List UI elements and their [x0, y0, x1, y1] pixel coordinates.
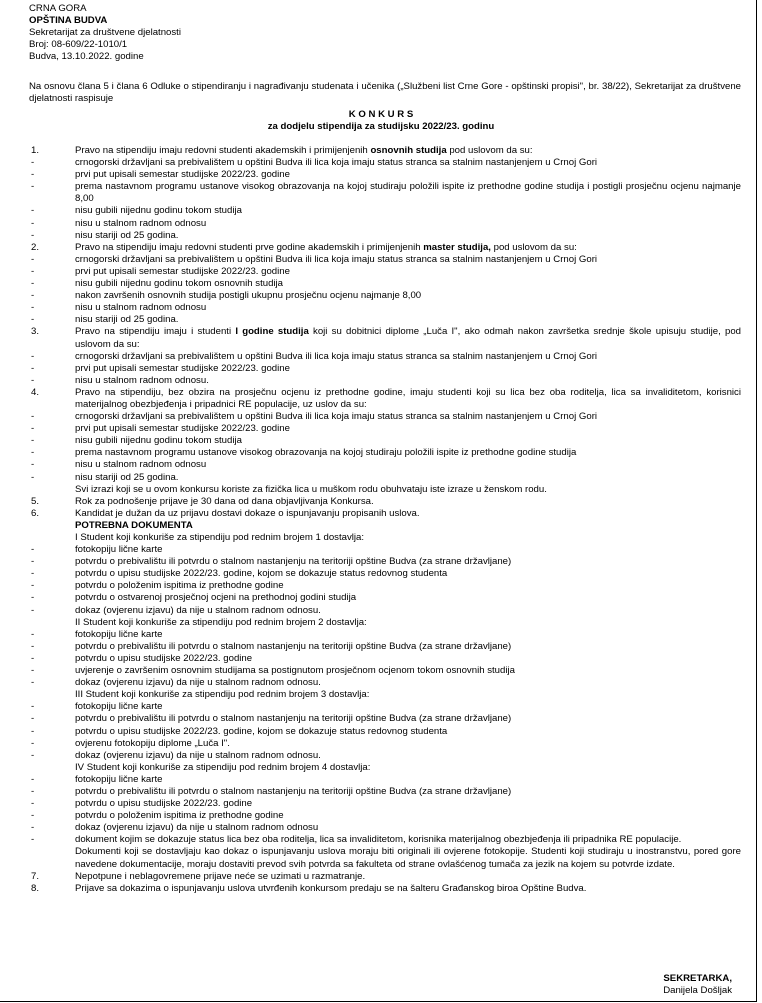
list-marker: -	[31, 278, 35, 290]
list-item-text: nisu gubili nijednu godinu tokom studija	[75, 435, 242, 447]
list-marker: -	[31, 181, 35, 193]
list-item-text: potvrdu o položenim ispitima iz prethodne godine	[75, 810, 284, 822]
list-item	[31, 726, 741, 738]
list-marker: -	[31, 677, 35, 689]
emphasized-text: master studija,	[423, 241, 491, 253]
list-item	[31, 544, 741, 556]
list-marker: -	[31, 447, 35, 459]
list-item	[31, 629, 741, 641]
list-item-text: uvjerenje o završenim osnovnim studijama sa postignutom prosječnom ocjenom tokom osnovnih studija	[75, 665, 515, 677]
list-marker: -	[31, 592, 35, 604]
list-marker: -	[31, 411, 35, 423]
list-item-text: crnogorski državljani sa prebivalištem u opštini Budva ili lica koja imaju status stranca sa stalnim nastanjenjem u Crnoj Gori	[75, 157, 598, 169]
list-marker: -	[31, 713, 35, 725]
list-item-text: Dokumenti koji se dostavljaju kao dokaz o ispunjavanju uslova moraju biti originali ili ovjerene fotokopije. Studenti koji studiraju u inostranstvu, pored gore navedene dokumentacije, moraju dostaviti prevod svih potvrda sa fakulteta od strane ovlašćenog tumača za jezik na kojem su potvrde izdate.	[75, 846, 741, 870]
list-marker: -	[31, 822, 35, 834]
list-marker: -	[31, 350, 35, 362]
list-marker: -	[31, 580, 35, 592]
list-marker: -	[31, 556, 35, 568]
list-item-text: prvi put upisali semestar studijske 2022/23. godine	[75, 169, 290, 181]
list-item-text: IV Student koji konkuriše za stipendiju pod rednim brojem 4 dostavlja:	[75, 761, 371, 773]
list-item	[31, 871, 741, 883]
list-marker: -	[31, 749, 35, 761]
list-marker: -	[31, 834, 35, 846]
item-text-part: Pravo na stipendiju imaju i studenti	[75, 326, 236, 338]
list-item-text: II Student koji konkuriše za stipendiju pod rednim brojem 2 dostavlja:	[75, 616, 367, 628]
list-item	[31, 713, 741, 725]
list-marker: -	[31, 217, 35, 229]
list-item-text: nisu u stalnom radnom odnosu	[75, 459, 207, 471]
list-item-text: potvrdu o upisu studijske 2022/23. godine, kojom se dokazuje status redovnog studenta	[75, 725, 448, 737]
place-date: Budva, 13.10.2022. godine	[29, 51, 144, 63]
list-item	[31, 169, 741, 181]
list-item	[31, 459, 741, 471]
intro-paragraph: Na osnovu člana 5 i člana 6 Odluke o stipendiranju i nagrađivanju studenata i učenika („Službeni list Crne Gore - opštinski propisi", br. 38/22), Sekretarijat za društvene djelatnosti raspisuje	[29, 81, 741, 105]
list-item	[31, 290, 741, 302]
list-item-text: potvrdu o ostvarenoj prosječnoj ocjeni na prethodnoj godini studija	[75, 592, 357, 604]
list-item	[31, 883, 741, 895]
list-item-text: prvi put upisali semestar studijske 2022/23. godine	[75, 265, 290, 277]
list-item-text: potvrdu o prebivalištu ili potvrdu o stalnom nastanjenju na teritoriji opštine Budva (za strane državljane)	[75, 713, 512, 725]
list-item-text: dokaz (ovjerenu izjavu) da nije u stalnom radnom odnosu.	[75, 604, 321, 616]
list-item	[31, 568, 741, 580]
list-item-text	[75, 145, 741, 157]
list-item	[31, 677, 741, 689]
list-item-text: potvrdu o položenim ispitima iz prethodne godine	[75, 580, 284, 592]
list-marker: -	[31, 169, 35, 181]
list-marker: -	[31, 229, 35, 241]
list-item-text: potvrdu o prebivalištu ili potvrdu o stalnom nastanjenju na teritoriji opštine Budva (za strane državljane)	[75, 556, 512, 568]
list-item-text: nisu gubili nijednu godinu tokom osnovnih studija	[75, 278, 284, 290]
list-item	[31, 592, 741, 604]
list-item	[31, 846, 741, 870]
list-item-text: Kandidat je dužan da uz prijavu dostavi dokaze o ispunjavanju propisanih uslova.	[75, 507, 420, 519]
list-item-text: nakon završenih osnovnih studija postigli ukupnu prosječnu ocjenu najmanje 8,00	[75, 290, 422, 302]
signature-role: SEKRETARKA,	[663, 973, 732, 984]
list-item-text: dokaz (ovjerenu izjavu) da nije u stalnom radnom odnosu.	[75, 677, 321, 689]
list-item-text: prvi put upisali semestar studijske 2022/23. godine	[75, 362, 290, 374]
list-item-text: nisu stariji od 25 godina.	[75, 314, 179, 326]
list-marker: -	[31, 265, 35, 277]
list-item-text: crnogorski državljani sa prebivalištem u opštini Budva ili lica koja imaju status stranca sa stalnim nastanjenjem u Crnoj Gori	[75, 411, 598, 423]
reference-number: Broj: 08-609/22-1010/1	[29, 39, 128, 51]
list-item	[31, 762, 741, 774]
list-item	[31, 738, 741, 750]
list-marker: 5.	[31, 495, 40, 507]
list-item	[31, 665, 741, 677]
list-item	[31, 447, 741, 459]
list-marker: 7.	[31, 870, 40, 882]
list-item	[31, 387, 741, 411]
list-item	[31, 363, 741, 375]
list-item	[31, 157, 741, 169]
list-item	[31, 351, 741, 363]
list-item	[31, 556, 741, 568]
list-marker: 3.	[31, 326, 40, 338]
list-item-text: prvi put upisali semestar studijske 2022/23. godine	[75, 423, 290, 435]
list-marker: -	[31, 471, 35, 483]
list-item	[31, 145, 741, 157]
list-item-text: I Student koji konkuriše za stipendiju pod rednim brojem 1 dostavlja:	[75, 532, 365, 543]
list-item	[31, 822, 741, 834]
list-item-text: fotokopiju lične karte	[75, 701, 163, 713]
list-marker: -	[31, 423, 35, 435]
list-marker: -	[31, 798, 35, 810]
list-item	[31, 605, 741, 617]
list-item-text: potvrdu o upisu studijske 2022/23. godine	[75, 652, 253, 664]
list-marker: 6.	[31, 507, 40, 519]
list-marker: -	[31, 652, 35, 664]
list-item-text: dokaz (ovjerenu izjavu) da nije u stalnom radnom odnosu.	[75, 749, 321, 761]
list-item-text: potvrdu o prebivalištu ili potvrdu o stalnom nastanjenju na teritoriji opštine Budva (za strane državljane)	[75, 785, 512, 797]
item-text-part: pod uslovom da su:	[446, 145, 533, 156]
list-item	[31, 496, 741, 508]
list-marker: -	[31, 290, 35, 302]
list-item	[31, 314, 741, 326]
document-subtitle: za dodjelu stipendija za studijsku 2022/23. godinu	[267, 121, 495, 132]
list-item	[31, 617, 741, 629]
list-marker: -	[31, 544, 35, 556]
list-item	[31, 508, 741, 520]
list-item-text: nisu stariji od 25 godina.	[75, 229, 179, 241]
list-item-text: fotokopiju lične karte	[75, 628, 163, 640]
list-item-text: nisu u stalnom radnom odnosu.	[75, 374, 209, 386]
list-marker: -	[31, 737, 35, 749]
list-item	[31, 205, 741, 217]
list-item	[31, 375, 741, 387]
list-item	[31, 774, 741, 786]
list-item-text: Svi izrazi koji se u ovom konkursu koriste za fizička lica u muškom rodu obuhvataju iste izraze u ženskom rodu.	[75, 483, 547, 495]
list-item-text: ovjerenu fotokopiju diplome „Luča I".	[75, 737, 230, 749]
list-marker: -	[31, 459, 35, 471]
list-marker: -	[31, 435, 35, 447]
list-item-text: fotokopiju lične karte	[75, 544, 163, 556]
list-item-text: dokument kojim se dokazuje status lica bez oba roditelja, lica sa invaliditetom, korisnika materijalnog obezbjeđenja ili pripadnika RE populacije.	[75, 834, 682, 846]
list-item	[31, 834, 741, 846]
list-marker: -	[31, 362, 35, 374]
list-item	[31, 242, 741, 254]
list-item	[31, 218, 741, 230]
list-marker: 8.	[31, 882, 40, 894]
list-item	[31, 230, 741, 242]
list-item-text: nisu u stalnom radnom odnosu	[75, 217, 207, 229]
document-title: K O N K U R S	[348, 109, 414, 120]
list-item-text: POTREBNA DOKUMENTA	[75, 519, 193, 531]
list-item	[31, 701, 741, 713]
list-marker: -	[31, 701, 35, 713]
list-item	[31, 750, 741, 762]
list-item	[31, 786, 741, 798]
signature-name: Danijela Došljak	[663, 985, 732, 996]
list-item-text: prema nastavnom programu ustanove visokog obrazovanja na kojoj studiraju položili ispite iz prethodne godine studija i postigli prosječnu ocjenu najmanje 8,00	[75, 181, 741, 205]
list-marker: -	[31, 773, 35, 785]
list-marker: -	[31, 205, 35, 217]
list-item-text: prema nastavnom programu ustanove visokog obrazovanja na kojoj studiraju položili ispite iz prethodne godine studija	[75, 447, 577, 459]
item-text-part: pod uslovom da su:	[490, 241, 577, 253]
list-item-text: Rok za podnošenje prijave je 30 dana od dana objavljivanja Konkursa.	[75, 495, 374, 507]
list-item	[31, 472, 741, 484]
list-marker: -	[31, 253, 35, 265]
list-item	[31, 653, 741, 665]
list-item-text: Pravo na stipendiju, bez obzira na prosječnu ocjenu iz prethodne godine, imaju studenti koji su lica bez oba roditelja, lica sa invaliditetom, korisnici materijalnog obezbjeđenja i pripadnici RE populacije, uz uslov da su:	[75, 386, 741, 410]
list-marker: -	[31, 568, 35, 580]
list-item-text: Nepotpune i neblagovremene prijave neće se uzimati u razmatranje.	[75, 870, 366, 882]
list-item	[31, 435, 741, 447]
list-item	[31, 254, 741, 266]
item-text-part: Pravo na stipendiju imaju redovni studenti prve godine akademskih i primijenjenih	[75, 241, 424, 253]
list-marker: 2.	[31, 241, 40, 253]
list-item-text: Prijave sa dokazima o ispunjavanju uslova utvrđenih konkursom predaju se na šalteru Građanskog biroa Opštine Budva.	[75, 882, 587, 894]
list-item-text: potvrdu o upisu studijske 2022/23. godine	[75, 798, 253, 810]
conditions-list	[31, 145, 741, 895]
list-item-text: crnogorski državljani sa prebivalištem u opštini Budva ili lica koja imaju status stranca sa stalnim nastanjenjem u Crnoj Gori	[75, 350, 598, 362]
list-item	[31, 641, 741, 653]
list-marker: -	[31, 374, 35, 386]
list-item-text: dokaz (ovjerenu izjavu) da nije u stalnom radnom odnosu	[75, 822, 319, 834]
list-marker: -	[31, 810, 35, 822]
list-item	[31, 532, 741, 544]
municipality-line: OPŠTINA BUDVA	[29, 15, 108, 27]
list-item-text: potvrdu o prebivalištu ili potvrdu o stalnom nastanjenju na teritoriji opštine Budva (za strane državljane)	[75, 640, 512, 652]
list-marker: -	[31, 785, 35, 797]
list-item-text: potvrdu o upisu studijske 2022/23. godine, kojom se dokazuje status redovnog studenta	[75, 568, 448, 580]
list-item	[31, 484, 741, 496]
list-item-text: nisu stariji od 25 godina.	[75, 471, 179, 483]
list-item	[31, 181, 741, 205]
list-item	[31, 810, 741, 822]
list-item-text: nisu gubili nijednu godinu tokom studija	[75, 205, 242, 217]
list-marker: 1.	[31, 145, 40, 156]
list-marker: -	[31, 725, 35, 737]
list-marker: -	[31, 628, 35, 640]
list-item-text: III Student koji konkuriše za stipendiju pod rednim brojem 3 dostavlja:	[75, 689, 370, 701]
item-text-part: koji su dobitnici diplome „Luča I", ako odmah nakon završetka srednje škole upisuju studije, pod uslovom da su:	[75, 326, 741, 350]
document-header	[29, 3, 181, 63]
list-item	[31, 278, 741, 290]
list-marker: -	[31, 665, 35, 677]
emphasized-text: osnovnih studija	[370, 145, 447, 156]
list-item-text	[75, 326, 741, 350]
list-item-text	[75, 242, 741, 254]
department-line: Sekretarijat za društvene djelatnosti	[29, 27, 181, 39]
list-item	[31, 520, 741, 532]
list-item	[31, 423, 741, 435]
list-item-text: nisu u stalnom radnom odnosu	[75, 302, 207, 314]
list-item	[31, 266, 741, 278]
list-item	[31, 798, 741, 810]
list-item	[31, 411, 741, 423]
list-item-text: fotokopiju lične karte	[75, 773, 163, 785]
list-marker: -	[31, 604, 35, 616]
emphasized-text: I godine studija	[235, 326, 309, 338]
list-marker: 4.	[31, 386, 40, 398]
list-marker: -	[31, 314, 35, 326]
list-item-text: crnogorski državljani sa prebivalištem u opštini Budva ili lica koja imaju status stranca sa stalnim nastanjenjem u Crnoj Gori	[75, 253, 598, 265]
list-marker: -	[31, 640, 35, 652]
item-text-part: Pravo na stipendiju imaju redovni studenti akademskih i primijenjenih	[75, 145, 371, 156]
list-item	[31, 326, 741, 350]
list-marker: -	[31, 302, 35, 314]
list-item	[31, 302, 741, 314]
list-item	[31, 689, 741, 701]
country-line: CRNA GORA	[29, 3, 87, 14]
list-marker: -	[31, 157, 35, 169]
list-item	[31, 580, 741, 592]
